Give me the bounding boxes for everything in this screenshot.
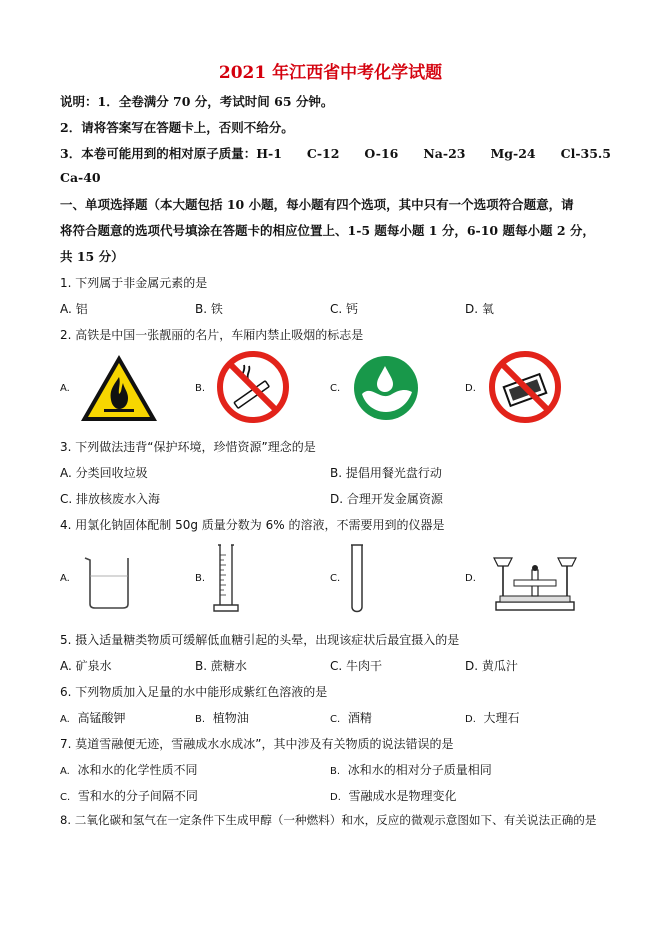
question-6-option-b[interactable] [195,709,249,726]
section-heading-line-2: 将符合题意的选项代号填涂在答题卡的相应位置上、1-5 题每小题 1 分，6-10 题每小题 2 分， [60,223,595,238]
question-7-option-c[interactable] [60,787,198,804]
question-5-option-a[interactable]: A. 矿泉水 [60,659,112,673]
option-text: 雪和水的分子间隔不同 [77,789,198,803]
question-7-option-d[interactable] [330,787,457,804]
question-7-option-a[interactable] [60,761,198,778]
section-heading-line-1: 一、单项选择题（本大题包括 10 小题，每小题有四个选项，其中只有一个选项符合题意，请 [60,197,574,212]
option-text: 大理石 [483,711,520,725]
option-text: 酒精 [347,711,372,725]
water-saving-sign-icon [352,354,420,422]
no-open-flame-matches-sign-icon [488,350,562,424]
question-2-option-d[interactable]: D. [465,383,476,394]
question-4-stem: 4. 用氯化钠固体配制 50g 质量分数为 6% 的溶液，不需要用到的仪器是 [60,518,445,532]
question-3-option-d[interactable]: D. 合理开发金属资源 [330,492,443,506]
question-4-option-d[interactable]: D. [465,573,476,584]
intro-line-2: 2．请将答案写在答题卡上，否则不给分。 [60,120,294,135]
question-1-option-d[interactable]: D. 氧 [465,302,494,316]
option-letter: D. [465,714,476,725]
option-letter: C. [330,714,341,725]
question-1-option-c[interactable]: C. 钙 [330,302,359,316]
question-5-option-c[interactable]: C. 牛肉干 [330,659,383,673]
question-5-stem: 5. 摄入适量糖类物质可缓解低血糖引起的头晕，出现该症状后最宜摄入的是 [60,633,460,647]
beaker-icon [82,554,134,610]
question-5-option-d[interactable]: D. 黄瓜汁 [465,659,518,673]
test-tube-icon [348,543,366,617]
intro-line-4: Ca-40 [60,170,101,185]
no-smoking-sign-icon [216,350,290,424]
question-8-stem: 8. 二氧化碳和氢气在一定条件下生成甲醇（一种燃料）和水，反应的微观示意图如下、有关说法正确的是 [60,813,597,827]
flammable-warning-icon [78,352,160,424]
option-text: 冰和水的化学性质不同 [77,763,198,777]
question-3-option-c[interactable]: C. 排放核废水入海 [60,492,161,506]
option-text: 雪融成水是物理变化 [348,789,457,803]
question-1-stem: 1. 下列属于非金属元素的是 [60,276,208,290]
option-letter: C. [60,792,71,803]
question-4-option-c[interactable]: C. [330,573,341,584]
option-letter: B. [330,766,341,777]
question-4-option-a[interactable]: A. [60,573,70,584]
question-1-option-b[interactable]: B. 铁 [195,302,223,316]
question-2-stem: 2. 高铁是中国一张靓丽的名片，车厢内禁止吸烟的标志是 [60,328,364,342]
question-4-option-b[interactable]: B. [195,573,206,584]
section-heading-line-3: 共 15 分） [60,249,124,264]
option-text: 冰和水的相对分子质量相同 [347,763,492,777]
option-text: 植物油 [212,711,249,725]
question-3-option-b[interactable]: B. 提倡用餐光盘行动 [330,466,442,480]
question-5-option-b[interactable]: B. 蔗糖水 [195,659,247,673]
graduated-cylinder-icon [212,543,240,615]
question-7-option-b[interactable] [330,761,492,778]
option-letter: D. [330,792,341,803]
balance-scale-icon [490,548,580,614]
intro-line-1: 说明：1．全卷满分 70 分，考试时间 65 分钟。 [60,94,334,109]
question-7-stem: 7. 莫道雪融便无迹，雪融成水水成冰”，其中涉及有关物质的说法错误的是 [60,737,454,751]
question-3-stem: 3. 下列做法违背“保护环境，珍惜资源”理念的是 [60,440,316,454]
question-3-option-a[interactable]: A. 分类回收垃圾 [60,466,148,480]
intro-line-3: 3．本卷可能用到的相对原子质量：H-1 C-12 O-16 Na-23 Mg-24 Cl-35.5 [60,146,611,161]
option-letter: A. [60,766,70,777]
question-6-option-c[interactable] [330,709,372,726]
question-6-stem: 6. 下列物质加入足量的水中能形成紫红色溶液的是 [60,685,328,699]
question-2-option-a[interactable]: A. [60,383,70,394]
question-1-option-a[interactable]: A. 铝 [60,302,88,316]
option-letter: A. [60,714,70,725]
option-letter: B. [195,714,206,725]
question-6-option-d[interactable] [465,709,520,726]
question-2-option-b[interactable]: B. [195,383,206,394]
question-6-option-a[interactable] [60,709,126,726]
page-title: 2021 年江西省中考化学试题 [218,63,443,83]
option-text: 高锰酸钾 [77,711,126,725]
question-2-option-c[interactable]: C. [330,383,341,394]
